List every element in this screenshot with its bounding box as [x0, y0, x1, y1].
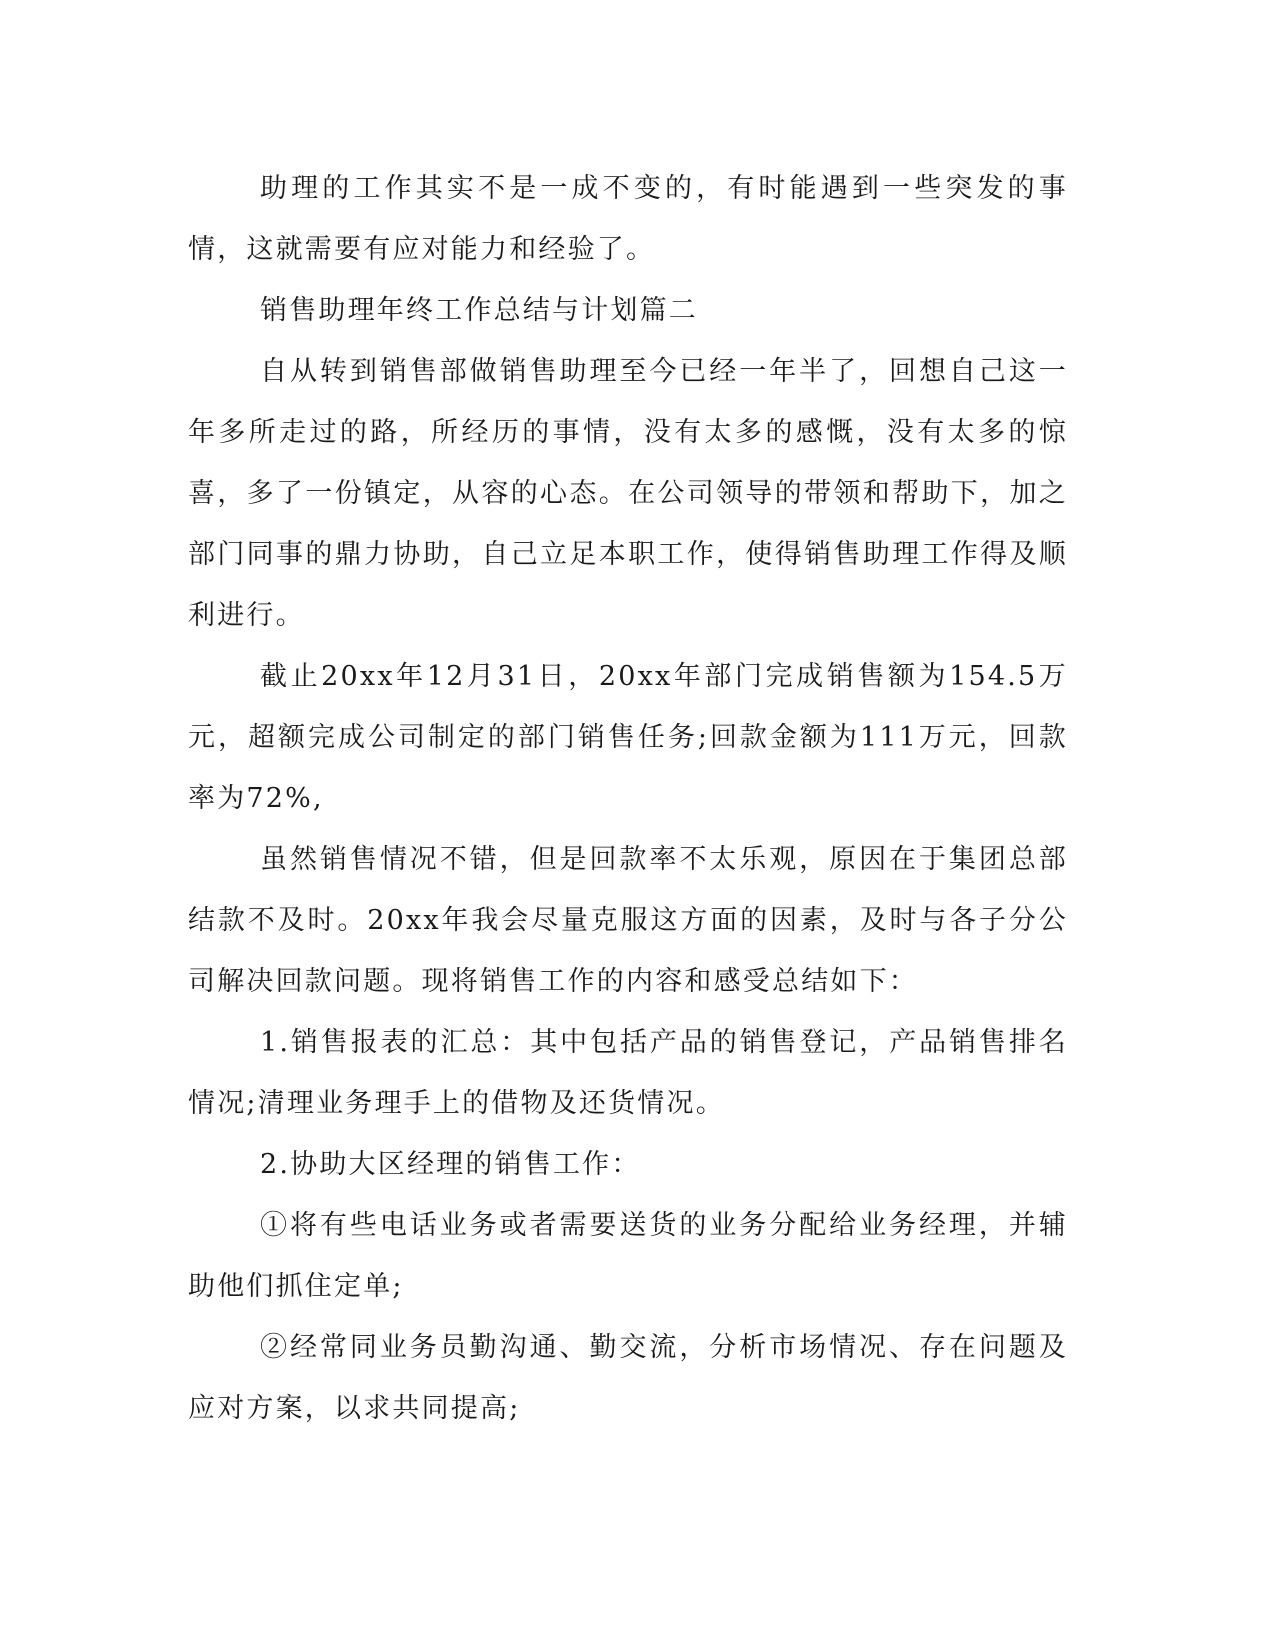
list-item-sales-report: 1.销售报表的汇总：其中包括产品的销售登记，产品销售排名情况;清理业务理手上的借物及还货情况。 — [188, 1027, 1068, 1119]
paragraph-intro: 助理的工作其实不是一成不变的，有时能遇到一些突发的事情，这就需要有应对能力和经验了。 — [188, 173, 1068, 265]
paragraph-sales-figures: 截止20xx年12月31日，20xx年部门完成销售额为154.5万元，超额完成公司制定的部门销售任务;回款金额为111万元，回款率为72%, — [188, 661, 1068, 814]
document-body — [188, 158, 1068, 1439]
sub-item-2: ②经常同业务员勤沟通、勤交流，分析市场情况、存在问题及应对方案，以求共同提高; — [188, 1332, 1068, 1424]
paragraph-collection-issues: 虽然销售情况不错，但是回款率不太乐观，原因在于集团总部结款不及时。20xx年我会尽量克服这方面的因素，及时与各子分公司解决回款问题。现将销售工作的内容和感受总结如下： — [188, 844, 1068, 997]
paragraph-background: 自从转到销售部做销售助理至今已经一年半了，回想自己这一年多所走过的路，所经历的事情，没有太多的感慨，没有太多的惊喜，多了一份镇定，从容的心态。在公司领导的带领和帮助下，加之部门同事的鼎力协助，自己立足本职工作，使得销售助理工作得及顺利进行。 — [188, 356, 1068, 631]
list-item-assist-manager: 2.协助大区经理的销售工作： — [260, 1149, 641, 1180]
sub-item-1: ①将有些电话业务或者需要送货的业务分配给业务经理，并辅助他们抓住定单; — [188, 1210, 1068, 1302]
section-heading: 销售助理年终工作总结与计划篇二 — [260, 295, 698, 326]
